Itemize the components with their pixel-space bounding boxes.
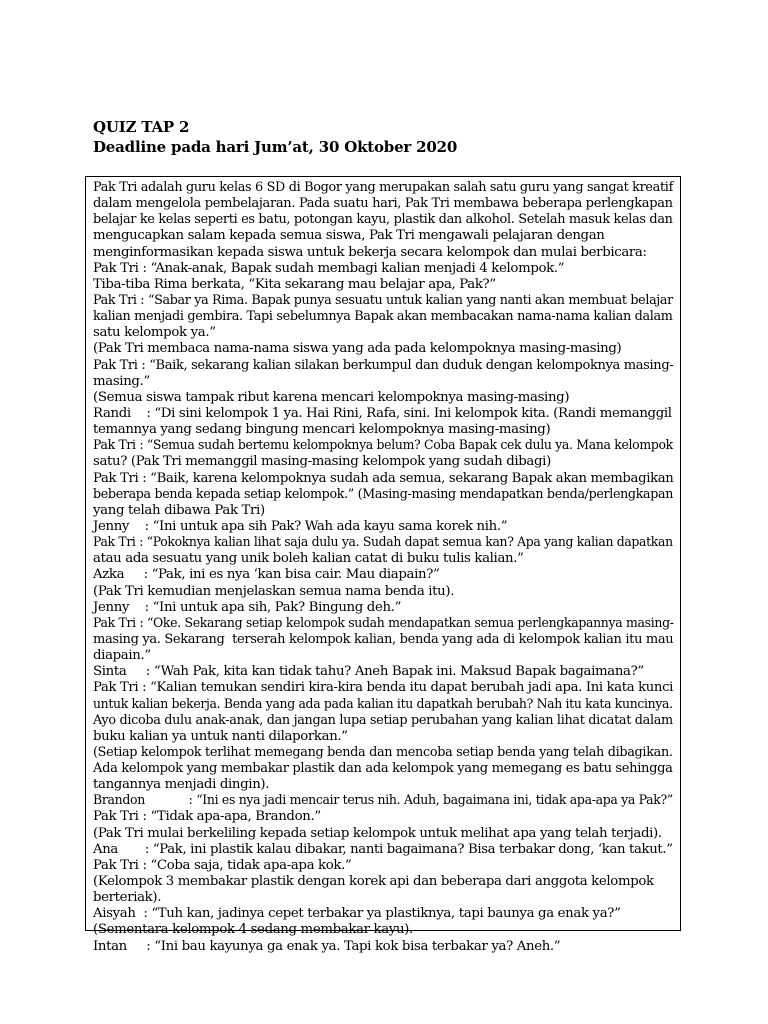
story-line: Jenny : “Ini untuk apa sih Pak? Wah ada kayu sama korek nih.”: [93, 518, 508, 534]
story-line: Pak Tri : “Oke. Sekarang setiap kelompok sudah mendapatkan semua perlengkapannya masing-: [93, 615, 674, 631]
story-line: (Setiap kelompok terlihat memegang benda dan mencoba setiap benda yang telah dibagikan.: [93, 744, 673, 760]
story-line: satu kelompok ya.”: [93, 325, 216, 341]
story-line: tangannya menjadi dingin).: [93, 777, 270, 793]
story-line: Sinta : “Wah Pak, kita kan tidak tahu? Aneh Bapak ini. Maksud Bapak bagaimana?”: [93, 664, 644, 680]
story-line: untuk kalian bekerja. Benda yang ada pada kalian itu dapatkah berubah? Nah itu kata kuncinya.: [93, 696, 673, 712]
story-line: (Pak Tri mulai berkeliling kepada setiap kelompok untuk melihat apa yang telah terjadi).: [93, 825, 662, 841]
story-line: Ada kelompok yang membakar plastik dan ada kelompok yang memegang es batu sehingga: [93, 761, 673, 777]
story-box: [85, 176, 681, 954]
story-line: yang telah dibawa Pak Tri): [93, 502, 265, 518]
story-line: Randi : “Di sini kelompok 1 ya. Hai Rini, Rafa, sini. Ini kelompok kita. (Randi memanggil: [93, 405, 672, 421]
story-line: satu? (Pak Tri memanggil masing-masing kelompok yang sudah dibagi): [93, 454, 551, 470]
story-line: Pak Tri : “Baik, sekarang kalian silakan berkumpul dan duduk dengan kelompoknya masing-: [93, 357, 674, 373]
story-line: Pak Tri : “Kalian temukan sendiri kira-kira benda itu dapat berubah jadi apa. Ini kata kunci: [93, 680, 674, 696]
story-line: temannya yang sedang bingung mencari kelompoknya masing-masing): [93, 422, 551, 438]
story-line: Intan : “Ini bau kayunya ga enak ya. Tapi kok bisa terbakar ya? Aneh.”: [93, 938, 561, 954]
story-line: belajar ke kelas seperti es batu, potongan kayu, plastik dan alkohol. Setelah masuk kelas dan: [93, 212, 673, 228]
story-line: beberapa benda kepada setiap kelompok.” (Masing-masing mendapatkan benda/perlengkapan: [93, 486, 674, 502]
document-title: QUIZ TAP 2: [93, 118, 190, 136]
story-line: masing.”: [93, 373, 150, 389]
story-line: masing ya. Sekarang terserah kelompok kalian, benda yang ada di kelompok kalian itu mau: [93, 631, 674, 647]
story-line: Pak Tri : “Tidak apa-apa, Brandon.”: [93, 809, 321, 825]
story-line: atau ada sesuatu yang unik boleh kalian catat di buku tulis kalian.”: [93, 551, 524, 567]
story-line: Tiba-tiba Rima berkata, “Kita sekarang mau belajar apa, Pak?”: [93, 276, 496, 292]
story-line: kalian menjadi gembira. Tapi sebelumnya Bapak akan membacakan nama-nama kalian dalam: [93, 309, 673, 325]
deadline-text: Deadline pada hari Jum’at, 30 Oktober 2020: [93, 138, 458, 156]
story-line: (Pak Tri kemudian menjelaskan semua nama benda itu).: [93, 583, 455, 599]
story-line: Pak Tri : “Coba saja, tidak apa-apa kok.”: [93, 857, 352, 873]
story-line: Azka : “Pak, ini es nya ‘kan bisa cair. Mau diapain?”: [93, 567, 440, 583]
story-line: (Kelompok 3 membakar plastik dengan korek api dan beberapa dari anggota kelompok: [93, 874, 654, 890]
story-line: menginformasikan kepada siswa untuk bekerja secara kelompok dan mulai berbicara:: [93, 244, 647, 260]
story-line: Pak Tri : “Semua sudah bertemu kelompoknya belum? Coba Bapak cek dulu ya. Mana kelompok: [93, 438, 673, 454]
story-line: diapain.”: [93, 648, 151, 664]
story-line: (Semua siswa tampak ribut karena mencari kelompoknya masing-masing): [93, 389, 570, 405]
story-line: Pak Tri : “Sabar ya Rima. Bapak punya sesuatu untuk kalian yang nanti akan membuat belajar: [93, 292, 673, 308]
story-line: Pak Tri : “Pokoknya kalian lihat saja dulu ya. Sudah dapat semua kan? Apa yang kalian dapatkan: [93, 535, 673, 551]
story-line: Ana : “Pak, ini plastik kalau dibakar, nanti bagaimana? Bisa terbakar dong, ‘kan takut.”: [93, 841, 673, 857]
story-line: buku kalian ya untuk nanti dilaporkan.”: [93, 728, 348, 744]
story-line: (Sementara kelompok 4 sedang membakar kayu).: [93, 922, 413, 938]
story-line: (Pak Tri membaca nama-nama siswa yang ada pada kelompoknya masing-masing): [93, 341, 622, 357]
story-line: berteriak).: [93, 890, 162, 906]
story-line: Pak Tri adalah guru kelas 6 SD di Bogor yang merupakan salah satu guru yang sangat kreatif: [93, 180, 673, 195]
story-line: Ayo dicoba dulu anak-anak, dan jangan lupa setiap perubahan yang kalian lihat dicatat dalam: [93, 712, 673, 728]
story-line: Pak Tri : “Baik, karena kelompoknya sudah ada semua, sekarang Bapak akan membagikan: [93, 470, 674, 486]
story-line: Jenny : “Ini untuk apa sih, Pak? Bingung deh.”: [93, 599, 402, 615]
story-line: dalam mengelola pembelajaran. Pada suatu hari, Pak Tri membawa beberapa perlengkapan: [93, 196, 673, 212]
story-line: Aisyah : “Tuh kan, jadinya cepet terbakar ya plastiknya, tapi baunya ga enak ya?”: [93, 906, 621, 922]
story-line: mengucapkan salam kepada semua siswa, Pak Tri mengawali pelajaran dengan: [93, 228, 605, 244]
story-line: Brandon : “Ini es nya jadi mencair terus nih. Aduh, bagaimana ini, tidak apa-apa ya Pak?”: [93, 793, 673, 809]
story-line: Pak Tri : “Anak-anak, Bapak sudah membagi kalian menjadi 4 kelompok.”: [93, 260, 565, 276]
